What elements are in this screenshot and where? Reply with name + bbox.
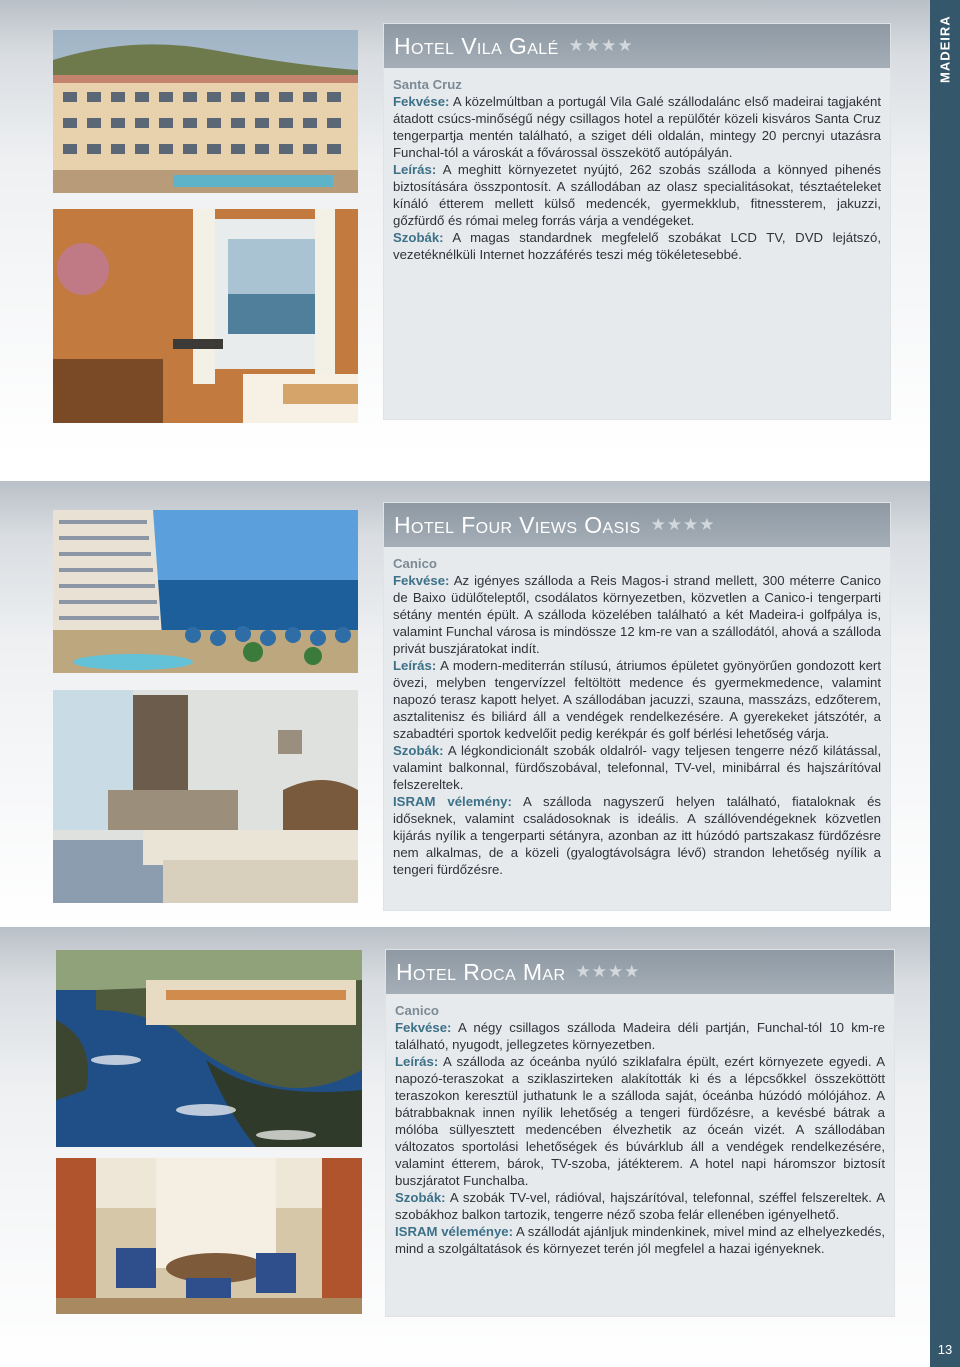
section-rooms	[393, 229, 881, 263]
hotel-four-views-room-photo	[53, 690, 358, 903]
section-text: A meghitt környezetet nyújtó, 262 szobás szálloda a könnyed pihenés biztosítására összpontosít. A szállodában az olasz specialitásokat, tésztaételeket kínáló étterem mellett külső medencék, gyermekklub, fitnessterem, jakuzzi, gőzfürdő és római meleg forrás várja a vendégeket.	[393, 162, 882, 228]
section-rooms	[395, 1189, 885, 1223]
section-text: A magas standardnek megfelelő szobákat LCD TV, DVD lejátszó, vezetéknélküli Internet hozzáférés teszi még tökéletesebbé.	[393, 230, 881, 262]
hotel-vila-gale-exterior-photo	[53, 30, 358, 193]
section-label: Fekvése:	[395, 1020, 452, 1035]
section-label: Szobák:	[393, 743, 444, 758]
section-text: Az igényes szálloda a Reis Magos-i strand mellett, 300 méterre Canico de Baixo üdülőteleptől, csodálatos környezetben, közvetlen a Canico-i tengerparti sétány mentén épült. A szálloda közelében található a két Madeira-i golfpálya is, valamint Funchal városa is mindössze 12 km-re van a szállodától, ahová a szálloda privát buszjáratokat indít.	[393, 573, 882, 656]
section-description	[393, 657, 881, 742]
section-location	[395, 1019, 885, 1053]
section-text: A szobák TV-vel, rádióval, hajszárítóval, telefonnal, széffel felszereltek. A szobákhoz balkon tartozik, tengerre néző szoba felár ellenében igényelhető.	[395, 1190, 885, 1222]
section-text: A szállodát ajánljuk mindenkinek, mivel mind az elhelyezkedés, mind a szolgáltatások és környezet terén jól megfelel a hazai igényeknek.	[395, 1224, 886, 1256]
hotel-name: Hotel Four Views Oasis	[394, 511, 641, 538]
section-text: A szálloda az óceánba nyúló sziklafalra épült, ezért környezete egyedi. A napozó-teraszokat a sziklaszirteken alakították ki és a lépcsőkkel összeköttött teraszokon keresztül juthatunk le a szálloda saját, óceánba húzódó mólójához. A bátrabbaknak innen nyílik lehetőség a tengeri fürdőzésre, a kevésbé bátrak a mólóba süllyesztett medencében élvezhetik az óceán vizét. A szállodában változatos sportolási lehetőségek és búvárklub áll a vendégek rendelkezésére, valamint étterem, bárok, TV-szoba, játékterem. A hotel napi háromszor biztosít buszjáratot Funchalba.	[395, 1054, 886, 1188]
hotel-title-bar	[384, 24, 890, 68]
section-label: Leírás:	[393, 658, 437, 673]
hotel-card-vila-gale	[384, 24, 890, 419]
star-rating: ★★★★	[575, 962, 641, 981]
section-opinion	[395, 1223, 885, 1257]
section-label: Leírás:	[393, 162, 437, 177]
section-text: A légkondicionált szobák oldalról- vagy teljesen tengerre néző kilátással, valamint balkonnal, fürdőszobával, telefonnal, TV-vel, minibárral és hajszárítóval felszereltek.	[393, 743, 881, 792]
hotel-four-views-exterior-photo	[53, 510, 358, 673]
hotel-roca-mar-lounge-photo	[56, 1158, 362, 1314]
section-opinion	[393, 793, 881, 878]
hotel-card-four-views-oasis	[384, 503, 890, 910]
hotel-card-roca-mar	[386, 950, 894, 1316]
hotel-title-bar	[386, 950, 894, 994]
page-number: 13	[937, 1342, 953, 1357]
hotel-location: Canico	[393, 556, 437, 571]
section-label: Szobák:	[393, 230, 444, 245]
section-label: Szobák:	[395, 1190, 446, 1205]
region-label: MADEIRA	[937, 15, 953, 83]
section-text: A négy csillagos szálloda Madeira déli partján, Funchal-tól 10 km-re található, nyugodt, jellegzetes környezetben.	[395, 1020, 885, 1052]
section-label: ISRAM véleménye:	[395, 1224, 514, 1239]
section-location	[393, 93, 881, 161]
section-text: A szálloda nagyszerű helyen található, fiataloknak és időseknek, valamint családosoknak is ideális. A szállóvendégeknek közvetlen kijárás nyílik a tengerparti sétányra, azonban az itt húzódó partszakasz fürdőzésre nem alkalmas, de a közeli (gyalogtávolságra lévő) strandon lehetőség nyílik a tengeri fürdőzésre.	[393, 794, 881, 877]
hotel-location: Canico	[395, 1003, 439, 1018]
hotel-title-bar	[384, 503, 890, 547]
section-label: ISRAM vélemény:	[393, 794, 512, 809]
hotel-name: Hotel Vila Galé	[394, 32, 559, 59]
hotel-name: Hotel Roca Mar	[396, 958, 566, 985]
section-location	[393, 572, 881, 657]
section-label: Fekvése:	[393, 94, 450, 109]
section-description	[393, 161, 881, 229]
sidebar	[930, 0, 960, 1367]
section-description	[395, 1053, 885, 1189]
section-rooms	[393, 742, 881, 793]
hotel-vila-gale-room-photo	[53, 209, 358, 423]
hotel-roca-mar-coast-photo	[56, 950, 362, 1147]
star-rating: ★★★★	[650, 515, 716, 534]
section-label: Fekvése:	[393, 573, 450, 588]
section-text: A közelmúltban a portugál Vila Galé szállodalánc első madeirai tagjaként átadott csúcs-minőségű négy csillagos hotel a repülőtér közeli kisváros Santa Cruz tengerpartja mentén található, a sziget déli oldalán, mintegy 20 percnyi utazásra Funchal-tól a városkát a fővárossal összekötő autópályán.	[393, 94, 881, 160]
hotel-location: Santa Cruz	[393, 77, 462, 92]
section-text: A modern-mediterrán stílusú, átriumos épületet gyönyörűen gondozott kert övezi, melyben tengervízzel feltöltött medence és gyermekmedence, valamint napozó terasz kapott helyet. A szállodában jacuzzi, szauna, masszázs, edzőterem, asztalitenisz és biliárd áll a vendégek rendelkezésére. A gyerekeket játszótér, a szabadtéri sportok kedvelőit pedig kerékpár és golf bérlési lehetőség várja.	[393, 658, 881, 741]
star-rating: ★★★★	[568, 36, 634, 55]
section-label: Leírás:	[395, 1054, 439, 1069]
